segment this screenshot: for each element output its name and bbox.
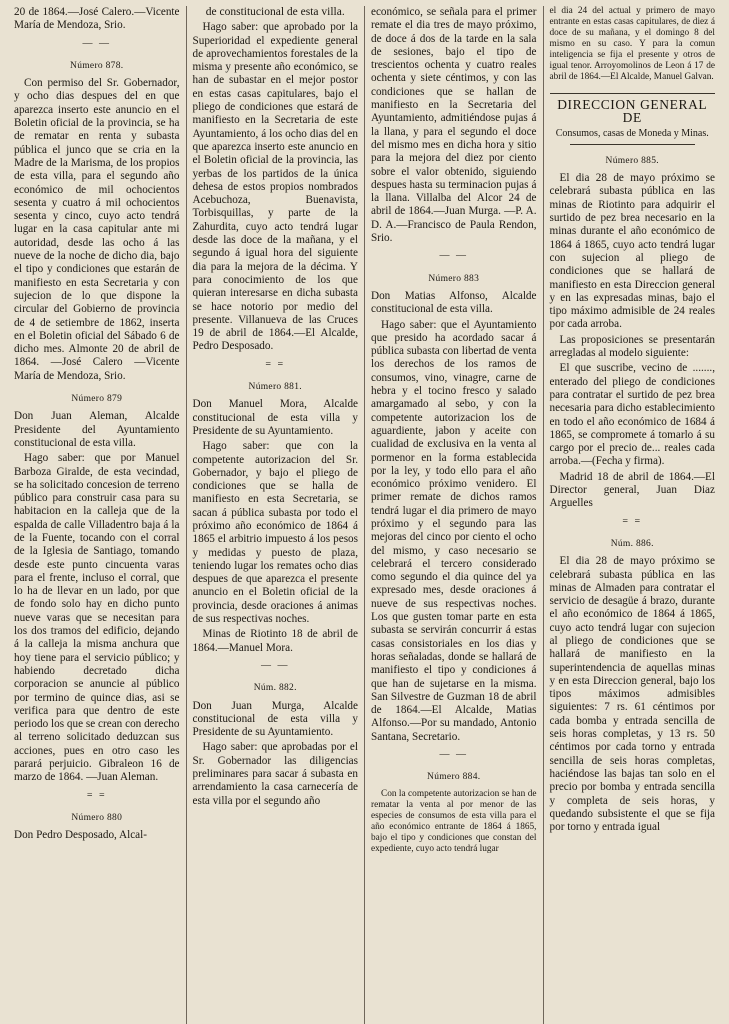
notice-closing: 20 de 1864.—José Calero.—Vicente María de Mendoza, Srio.	[14, 6, 180, 32]
column-3	[364, 6, 543, 1024]
notice-body: Las proposiciones se presentarán arregladas al modelo siguiente:	[549, 333, 715, 360]
notice-body: Hago saber: que aprobadas por el Sr. Gobernador las diligencias preliminares para sacar á subasta en arrendamiento la casa carnecería de esta villa por el segundo año	[192, 741, 358, 807]
notice-body: El dia 28 de mayo próximo se celebrará subasta pública en las minas de Almaden para contratar el servicio de desagüe á brazo, durante el año económico de 1864 á 1865, cuyo acto tendrá lugar con sujecion al pliego de condiciones que se hallará de manifiesto en la superintendencia de aquellas minas y en esta Direccion general, bajo los tipos máximos admisibles siguientes: 7 rs. 61 céntimos por cada bomba y entrada sencilla de seis horas completas, y 13 rs. 50 céntimos por cada torno y entrada sencilla de seis horas completas, haciéndose las bajas tan solo en el precio por bomba y entrada sencilla y completa de seis horas, y quedando subsistente el que se fija por torno y entrada igual	[549, 555, 715, 834]
notice-body: El que suscribe, vecino de ......., enterado del pliego de condiciones para contratar el surtido de pez brea necesaria para dicho establecimiento en todo el año económico de 1684 á 1865, se compromete á tomarlo á su cargo por el precio de... reales cada arroba.—(Fecha y firma).	[549, 362, 715, 468]
column-4	[543, 6, 722, 1024]
notice-body: Minas de Riotinto 18 de abril de 1864.—Manuel Mora.	[192, 628, 358, 654]
divider: — —	[439, 749, 468, 761]
divider: = =	[86, 789, 107, 801]
notice-body: Hago saber: que aprobado por la Superioridad el expediente general de aprovechamientos forestales de la misma y presente año económico, se han de subastar en el mejor postor en estas casas capitulares, bajo el pliego de condiciones que estará de manifiesto en la Secretaria de este Ayuntamiento, á los ocho dias del en que aparezca inserto este anuncio en el Boletin oficial de la provincia, las yerbas de los partidos de la única dehesa de estos propios nombrados Acebuchoza, Buenavista, Torbisquillas, y parte de la Zahurdita, cuyo acto tendrá lugar desde las doce de la mañana, y el segundo á igual hora del siguiente dia para la mejora de la décima. Y para conocimiento de los que quieran interesarse en dicha subasta se hace notorio por medio del presente. Villanueva de las Cruces 19 de abril de 1864.—El Alcalde, Pedro Desposado.	[192, 21, 358, 353]
divider: — —	[439, 250, 468, 262]
notice-body: económico, se señala para el primer remate el dia tres de mayo próximo, de doce á dos de la tarde en la sala de sesiones, bajo el tipo de trescientos ochenta y cuatro reales ochenta y siete céntimos, y con las condiciones que se hallan de manifiesto en la Secretaria del Ayuntamiento, admitiéndose pujas á la llana, y para el segundo el doce del mismo mes en dicha hora y sitio para la mejora del diez por ciento sobre el valor obtenido, siguiendo despues hasta su terminacion pujas á la llana. Villalba del Alcor 24 de abril de 1864.—Juan Murga. —P. A. D. A.—Francisco de Paula Rendon, Srio.	[371, 6, 537, 245]
section-rule	[570, 144, 696, 145]
notice-body: Hago saber: que el Ayuntamiento que presido ha acordado sacar á pública subasta con libertad de venta los derechos de los ramos de consumos, vino, vinagre, carne de hebra y el tocino fresco y salado amargamado al sebo, y con la competente autorizacion los de aguardiente, jabon y aceite con cualidad de exclusiva en la venta al pormenor en la forma establecida por la ley, y todo ello para el año económico próximo venidero. El primer remate de dichos ramos tendrá lugar el dia primero de mayo próximo y el segundo para las mejoras del cinco por ciento el ocho del mismo, y caso necesario se celebrará el tercero considerado como segundo el dia quince del ya expresado mes, desde oraciones á nueve de sus respectivas noches. Los que gusten tomar parte en esta subasta se servirán concurrir á estas casas consistoriales en los dias y horas señaladas, donde se hallará de manifiesto el tipo y condiciones á que han de sujetarse en la misma. San Silvestre de Guzman 18 de abril de 1864.—El Alcalde, Matias Alfonso.—Por su mandado, Antonio Santana, Secretario.	[371, 318, 537, 743]
notice-number: Número 879	[71, 394, 123, 405]
column-1	[8, 6, 186, 1024]
divider: — —	[261, 659, 290, 671]
notice-body: Hago saber: que por Manuel Barboza Giralde, de esta vecindad, se ha solicitado concesion de terreno público para construir casa para su habitacion en la calleja que de la espalda de calle Villadentro baja á la de la Fuente, tocando con el corral de la Iglesia de Santiago, tomando desde este punto cincuenta varas para el frente, incluso el corral, que lo ha de llevar en un lado, por que de fondo solo hay en dicho punto nueve varas que se necesitan para los dos tramos del edificio, dejando á la calleja la misma anchura que hoy tiene para el servicio público; y habiendo decretado dicha corporacion se anuncie al público por termino de quince dias, asi se verifica para que dentro de este periodo los que se crean con derecho al terreno solicitado deduzcan sus acciones, pues en otro caso les parará perjuicio. Gibraleon 16 de marzo de 1864. —Juan Aleman.	[14, 452, 180, 784]
section-subtitle: Consumos, casas de Moneda y Minas.	[555, 127, 709, 139]
notice-number: Número 883	[428, 273, 480, 284]
notice-number: Número 878.	[70, 60, 124, 71]
notice-body: Con la competente autorizacion se han de rematar la venta al por menor de las especies de consumos de esta villa para el año económico entrante de 1864 á 1865, bajo el tipo y condiciones que constan del expediente, cuyo acto tendrá lugar	[371, 788, 537, 854]
notice-body: Madrid 18 de abril de 1864.—El Director general, Juan Diaz Arguelles	[549, 470, 715, 510]
notice-body: el dia 24 del actual y primero de mayo entrante en estas casas capitulares, de diez á doce de su mañana, y el domingo 8 del mismo en su caso. Y para la comun inteligencia se fija el presente y otros de igual tenor. Arroyomolinos de Leon á 17 de abril de 1864.—El Alcalde, Manuel Galvan.	[549, 6, 715, 82]
notice-heading: Don Juan Murga, Alcalde constitucional de esta villa y Presidente de su Ayuntamiento.	[192, 699, 358, 739]
notice-body: Con permiso del Sr. Gobernador, y ocho dias despues del en que aparezca inserto este anuncio en el Boletin oficial de la provincia, se ha de rematar en renta y subasta pública el junco que se cria en la Madre de la Marisma, de los propios de esta villa, para el segundo año económico de mil ochocientos sesenta y cuatro á mil ochocientos sesenta y cinco, cuyo acto tendrá lugar en la casa capitular ante mi autoridad, desde las ocho á las nueve de la noche de dicho dia, bajo el tipo y condiciones que estarán de manifiesto en esta Secretaria y con sujecion de lo que dispone la circular del Gobierno de provincia de 4 de setiembre de 1862, inserta en el Boletin oficial del Sábado 6 de dicho mes. Almonte 20 de abril de 1864. —José Calero —Vicente María de Mendoza, Srio.	[14, 77, 180, 382]
section-title: DIRECCION GENERAL DE	[550, 93, 716, 125]
notice-heading: Don Pedro Desposado, Alcal-	[14, 829, 147, 842]
notice-number: Número 884.	[427, 772, 481, 783]
notice-heading: Don Matias Alfonso, Alcalde constitucional de esta villa.	[371, 289, 537, 316]
divider: = =	[622, 515, 643, 527]
column-2	[186, 6, 365, 1024]
notice-body: El dia 28 de mayo próximo se celebrará subasta pública en las minas de Riotinto para adquirir el surtido de pez brea necesario en la minas durante el año económico de 1864 á 1865, cuyo acto tendrá lugar con sujecion al pliego de condiciones que se hallará de manifiesto en esta Direccion general y en las expresadas minas, bajo el tipo máximo admisible de 24 reales por cada arroba.	[549, 172, 715, 331]
notice-heading: Don Juan Aleman, Alcalde Presidente del Ayuntamiento constitucional de esta villa.	[14, 410, 180, 449]
notice-heading: de constitucional de esta villa.	[205, 6, 345, 18]
notice-number: Núm. 882.	[253, 683, 297, 694]
notice-number: Núm. 886.	[610, 538, 654, 549]
notice-number: Número 880	[71, 812, 123, 823]
notice-number: Número 885.	[605, 155, 659, 166]
divider: = =	[265, 358, 286, 370]
divider: — —	[82, 37, 111, 49]
notice-body: Hago saber: que con la competente autorizacion del Sr. Gobernador, y bajo el pliego de condiciones que se halla de manifiesto en esta Secretaria, se sacan á pública subasta por todo el próximo año económico de 1864 á 1865 el arbitrio impuesto á los pesos y medidas y puesto de plaza, teniendo lugar los remates ocho dias despues de que aparezca el presente anuncio en el Boletin oficial de la provincia, desde oraciones á animas de sus respectivas noches.	[192, 440, 358, 626]
notice-number: Número 881.	[248, 382, 302, 393]
notice-heading: Don Manuel Mora, Alcalde constitucional de esta villa y Presidente de su Ayuntamiento.	[192, 398, 358, 437]
